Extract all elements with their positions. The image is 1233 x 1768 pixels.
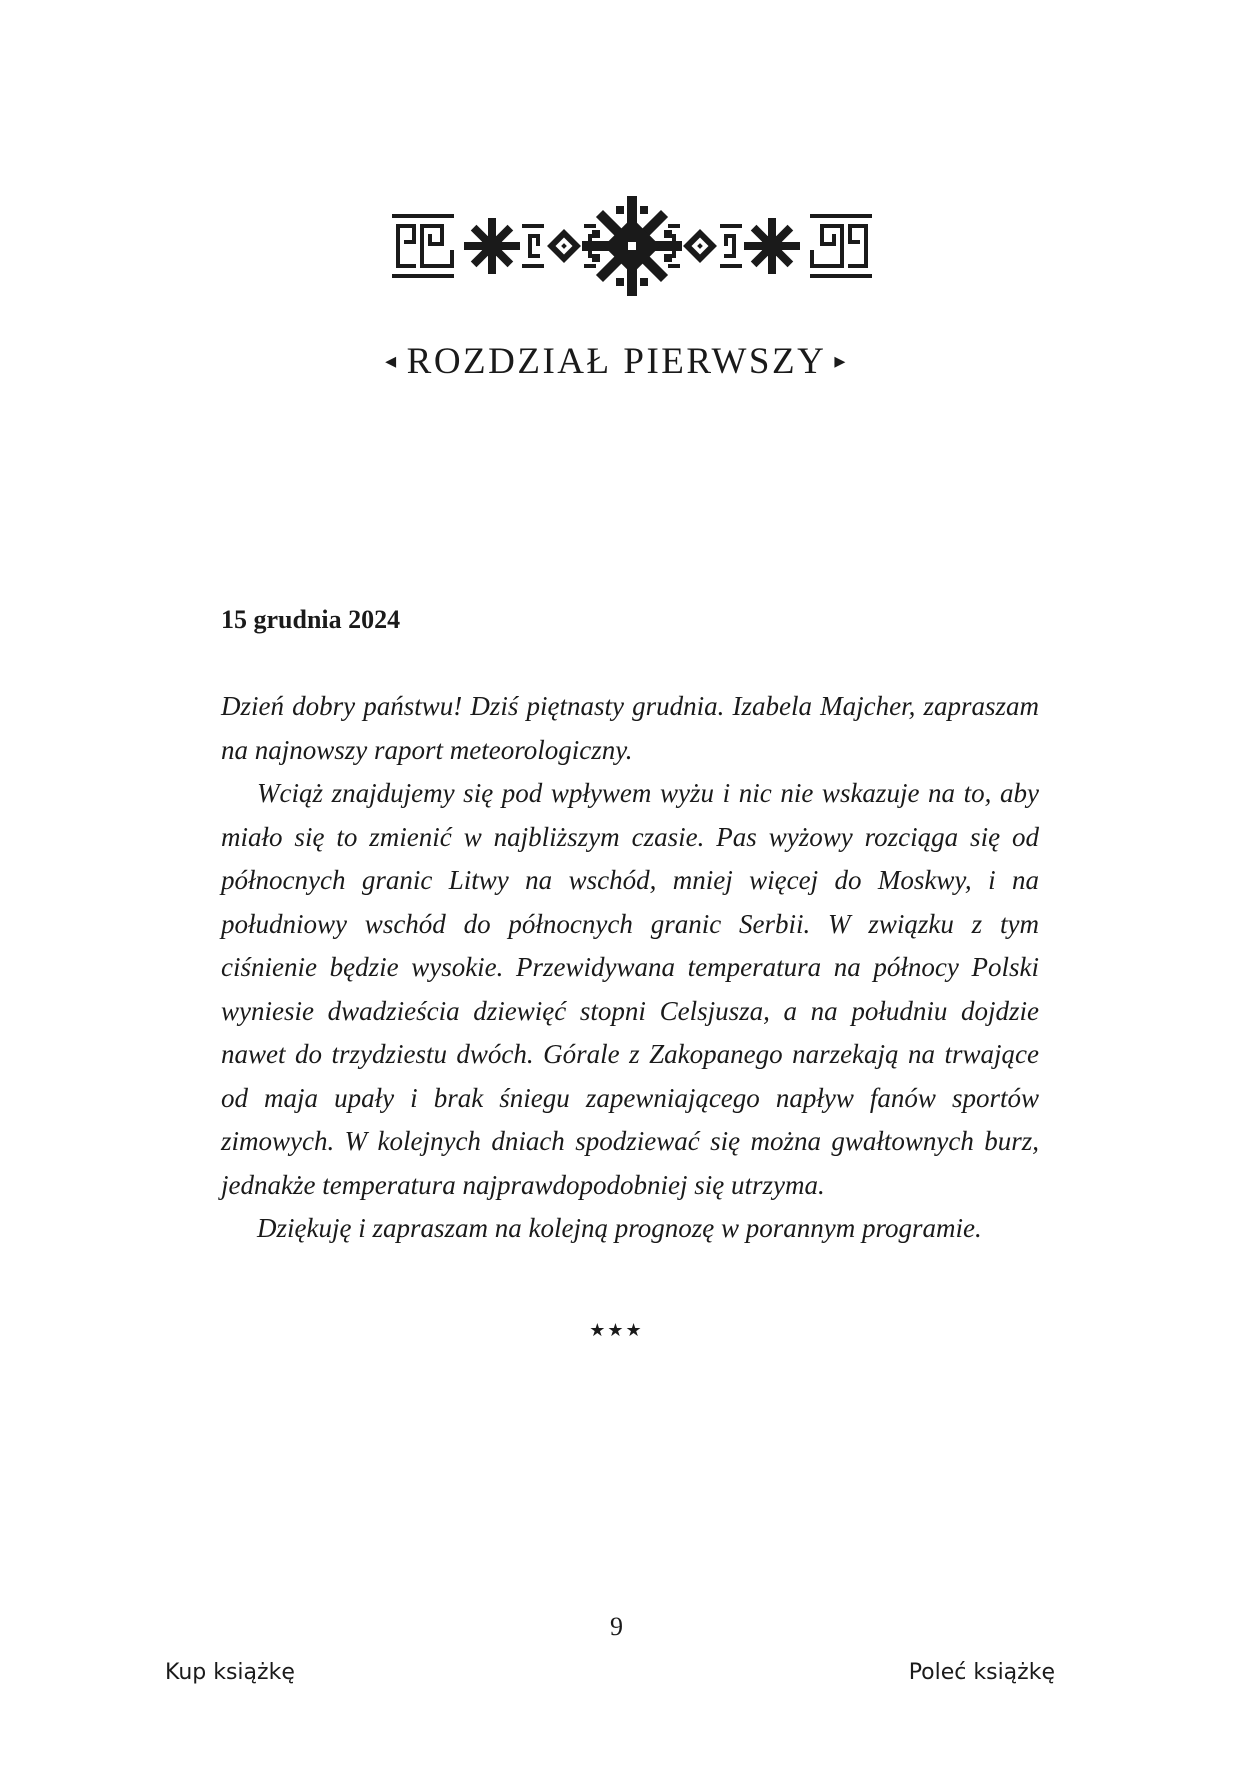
paragraph-1: Dzień dobry państwu! Dziś piętnasty grudnia. Izabela Majcher, zapraszam na najnowszy raport meteorologiczny. bbox=[221, 691, 1039, 765]
chapter-left-mark: ◂ bbox=[385, 347, 399, 373]
page-number: 9 bbox=[610, 1612, 623, 1641]
paragraph-2: Wciąż znajdujemy się pod wpływem wyżu i nic nie wskazuje na to, aby miało się to zmienić w najbliższym czasie. Pas wyżowy rozciąga się od północnych granic Litwy na wschód, mniej więcej do Moskwy, i na południowy wschód do północnych granic Serbii. W związku z tym ciśnienie będzie wysokie. Przewidywana temperatura na północy Polski wyniesie dwadzieścia dziewięć stopni Celsjusza, a na południu dojdzie nawet do trzydziestu dwóch. Górale z Zakopanego narzekają na trwające od maja upały i brak śniegu zapewniającego napływ fanów sportów zimowych. W kolejnych dniach spodziewać się można gwałtownych burz, jednakże temperatura najprawdopodobniej się utrzyma. bbox=[221, 778, 1039, 1200]
paragraph-3: Dziękuję i zapraszam na kolejną prognozę w porannym programie. bbox=[257, 1213, 982, 1243]
section-separator: ★★★ bbox=[589, 1320, 644, 1341]
chapter-right-mark: ▸ bbox=[834, 347, 848, 373]
body-text bbox=[221, 685, 1039, 1251]
buy-book-link[interactable]: Kup książkę bbox=[165, 1660, 295, 1685]
chapter-heading bbox=[0, 340, 1233, 383]
chapter-title: ROZDZIAŁ PIERWSZY bbox=[406, 341, 827, 382]
recommend-book-link[interactable]: Poleć książkę bbox=[908, 1660, 1055, 1685]
entry-date: 15 grudnia 2024 bbox=[221, 605, 401, 634]
folk-embroidery-ornament-icon bbox=[392, 190, 872, 302]
